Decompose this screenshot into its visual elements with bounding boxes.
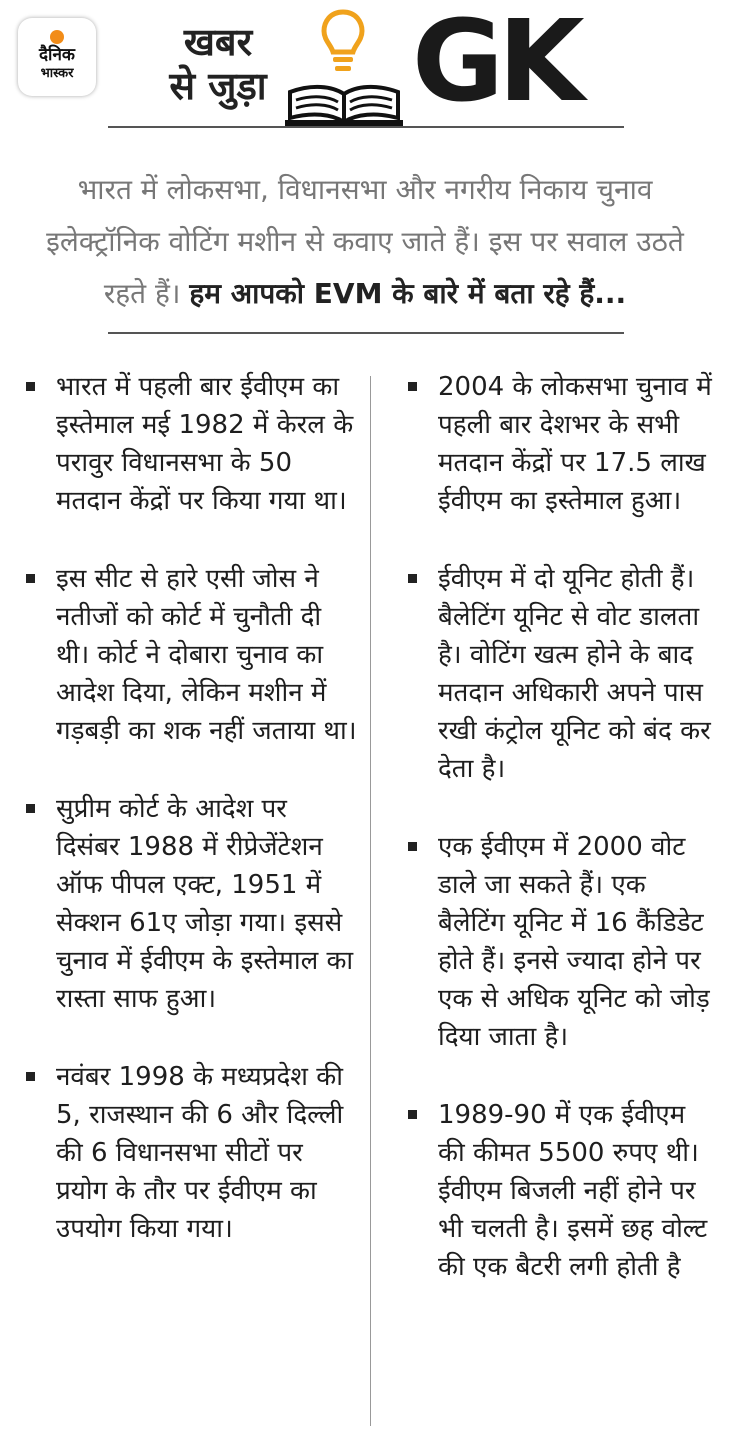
bullet-icon bbox=[408, 574, 417, 583]
list-item-text: नवंबर 1998 के मध्यप्रदेश की 5, राजस्थान की 6 और दिल्ली की 6 विधानसभा सीटों पर प्रयोग के तौर पर ईवीएम का उपयोग किया गया। bbox=[56, 1062, 344, 1244]
list-item bbox=[26, 560, 358, 750]
bullet-icon bbox=[408, 1110, 417, 1119]
list-item-text: भारत में पहली बार ईवीएम का इस्तेमाल मई 1982 में केरल के परावुर विधानसभा के 50 मतदान केंद्रों पर किया गया था। bbox=[56, 372, 354, 516]
intro-paragraph bbox=[30, 164, 700, 320]
list-item bbox=[26, 1058, 358, 1248]
list-item-text: 1989-90 में एक ईवीएम की कीमत 5500 रुपए थी। ईवीएम बिजली नहीं होने पर भी चलती है। इसमें छह वोल्ट की एक बैटरी लगी होती है bbox=[438, 1100, 708, 1282]
list-item-text: एक ईवीएम में 2000 वोट डाले जा सकते हैं। एक बैलेटिंग यूनिट में 16 कैंडिडेट होते हैं। इनसे ज्यादा होने पर एक से अधिक यूनिट को जोड़ दिया जाता है। bbox=[438, 832, 710, 1052]
list-item-text: इस सीट से हारे एसी जोस ने नतीजों को कोर्ट में चुनौती दी थी। कोर्ट ने दोबारा चुनाव का आदेश दिया, लेकिन मशीन में गड़बड़ी का शक नहीं जताया था। bbox=[56, 564, 357, 746]
gk-title: GK bbox=[412, 0, 579, 127]
header-line1: खबर bbox=[183, 20, 253, 64]
dainik-bhaskar-logo bbox=[18, 18, 96, 96]
logo-line1: दैनिक bbox=[39, 45, 75, 65]
list-item bbox=[408, 1096, 720, 1286]
column-divider bbox=[370, 376, 371, 1426]
intro-divider bbox=[108, 332, 624, 334]
list-item bbox=[26, 368, 358, 520]
bullet-icon bbox=[26, 804, 35, 813]
bullet-icon bbox=[26, 574, 35, 583]
bullet-icon bbox=[26, 382, 35, 391]
intro-text: भारत में लोकसभा, विधानसभा और नगरीय निकाय चुनाव इलेक्ट्रॉनिक वोटिंग मशीन से कवाए जाते हैं। इस पर सवाल उठते रहते हैं। bbox=[46, 173, 684, 310]
header-divider bbox=[108, 126, 624, 128]
logo-line2: भास्कर bbox=[40, 66, 74, 81]
sun-icon bbox=[50, 30, 64, 44]
bullet-icon bbox=[408, 382, 417, 391]
list-item bbox=[408, 560, 720, 788]
list-item-text: ईवीएम में दो यूनिट होती हैं। बैलेटिंग यूनिट से वोट डालता है। वोटिंग खत्म होने के बाद मतदान अधिकारी अपने पास रखी कंट्रोल यूनिट को बंद कर देता है। bbox=[438, 564, 711, 784]
bullet-icon bbox=[408, 842, 417, 851]
list-item-text: 2004 के लोकसभा चुनाव में पहली बार देशभर के सभी मतदान केंद्रों पर 17.5 लाख ईवीएम का इस्तेमाल हुआ। bbox=[438, 372, 712, 516]
intro-bold-text: हम आपको EVM के बारे में बता रहे हैं... bbox=[189, 277, 627, 310]
right-column bbox=[408, 368, 720, 1286]
list-item bbox=[408, 368, 720, 520]
header-line2: से जुड़ा bbox=[169, 64, 267, 108]
list-item bbox=[26, 790, 358, 1018]
header-title bbox=[148, 20, 288, 108]
list-item-text: सुप्रीम कोर्ट के आदेश पर दिसंबर 1988 में रीप्रेजेंटेशन ऑफ पीपल एक्ट, 1951 में सेक्शन 61ए जोड़ा गया। इससे चुनाव में ईवीएम के इस्तेमाल का रास्ता साफ हुआ। bbox=[56, 794, 354, 1014]
lightbulb-icon bbox=[318, 8, 368, 80]
left-column bbox=[26, 368, 358, 1248]
open-book-icon bbox=[282, 80, 406, 130]
list-item bbox=[408, 828, 720, 1056]
bullet-icon bbox=[26, 1072, 35, 1081]
